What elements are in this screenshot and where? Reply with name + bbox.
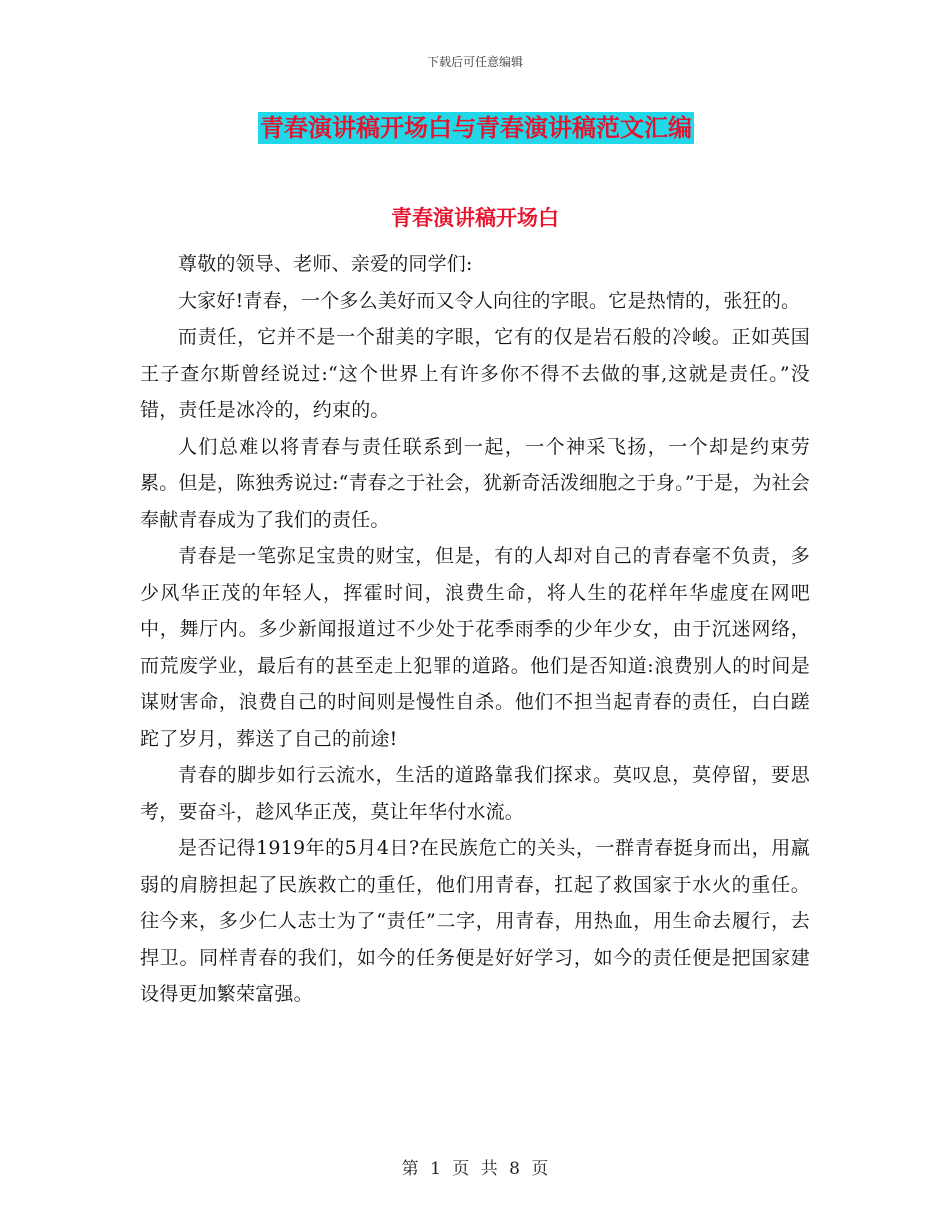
document-title: 青春演讲稿开场白与青春演讲稿范文汇编 — [260, 113, 692, 142]
document-body — [140, 246, 810, 1013]
paragraph: 青春是一笔弥足宝贵的财宝，但是，有的人却对自己的青春毫不负责，多少风华正茂的年轻人，挥霍时间，浪费生命，将人生的花样年华虚度在网吧中，舞厅内。多少新闻报道过不少处于花季雨季的少年少女，由于沉迷网络，而荒废学业，最后有的甚至走上犯罪的道路。他们是否知道:浪费别人的时间是谋财害命，浪费自己的时间则是慢性自杀。他们不担当起青春的责任，白白蹉跎了岁月，葬送了自己的前途! — [140, 545, 810, 750]
header-note: 下载后可任意编辑 — [426, 55, 523, 69]
paragraph: 大家好!青春，一个多么美好而又令人向往的字眼。它是热情的，张狂的。 — [178, 289, 801, 312]
paragraph: 尊敬的领导、老师、亲爱的同学们: — [178, 253, 473, 275]
page-footer: 第 1 页 共 8 页 — [401, 1159, 549, 1179]
paragraph: 而责任，它并不是一个甜美的字眼，它有的仅是岩石般的冷峻。正如英国王子查尔斯曾经说过:“这个世界上有许多你不得不去做的事,这就是责任。”没错，责任是冰冷的，约束的。 — [140, 326, 810, 421]
paragraph: 人们总难以将青春与责任联系到一起，一个神采飞扬，一个却是约束劳累。但是，陈独秀说过:“青春之于社会，犹新奇活泼细胞之于身。”于是，为社会奉献青春成为了我们的责任。 — [140, 435, 810, 531]
paragraph: 是否记得1919年的5月4日?在民族危亡的关头，一群青春挺身而出，用羸弱的肩膀担起了民族救亡的重任，他们用青春，扛起了救国家于水火的重任。往今来，多少仁人志士为了“责任”二字，用青春，用热血，用生命去履行，去捍卫。同样青春的我们，如今的任务便是好好学习，如今的责任便是把国家建设得更加繁荣富强。 — [140, 837, 810, 1005]
section-title: 青春演讲稿开场白 — [391, 205, 559, 230]
paragraph: 青春的脚步如行云流水，生活的道路靠我们探求。莫叹息，莫停留，要思考，要奋斗，趁风华正茂，莫让年华付水流。 — [140, 764, 810, 823]
